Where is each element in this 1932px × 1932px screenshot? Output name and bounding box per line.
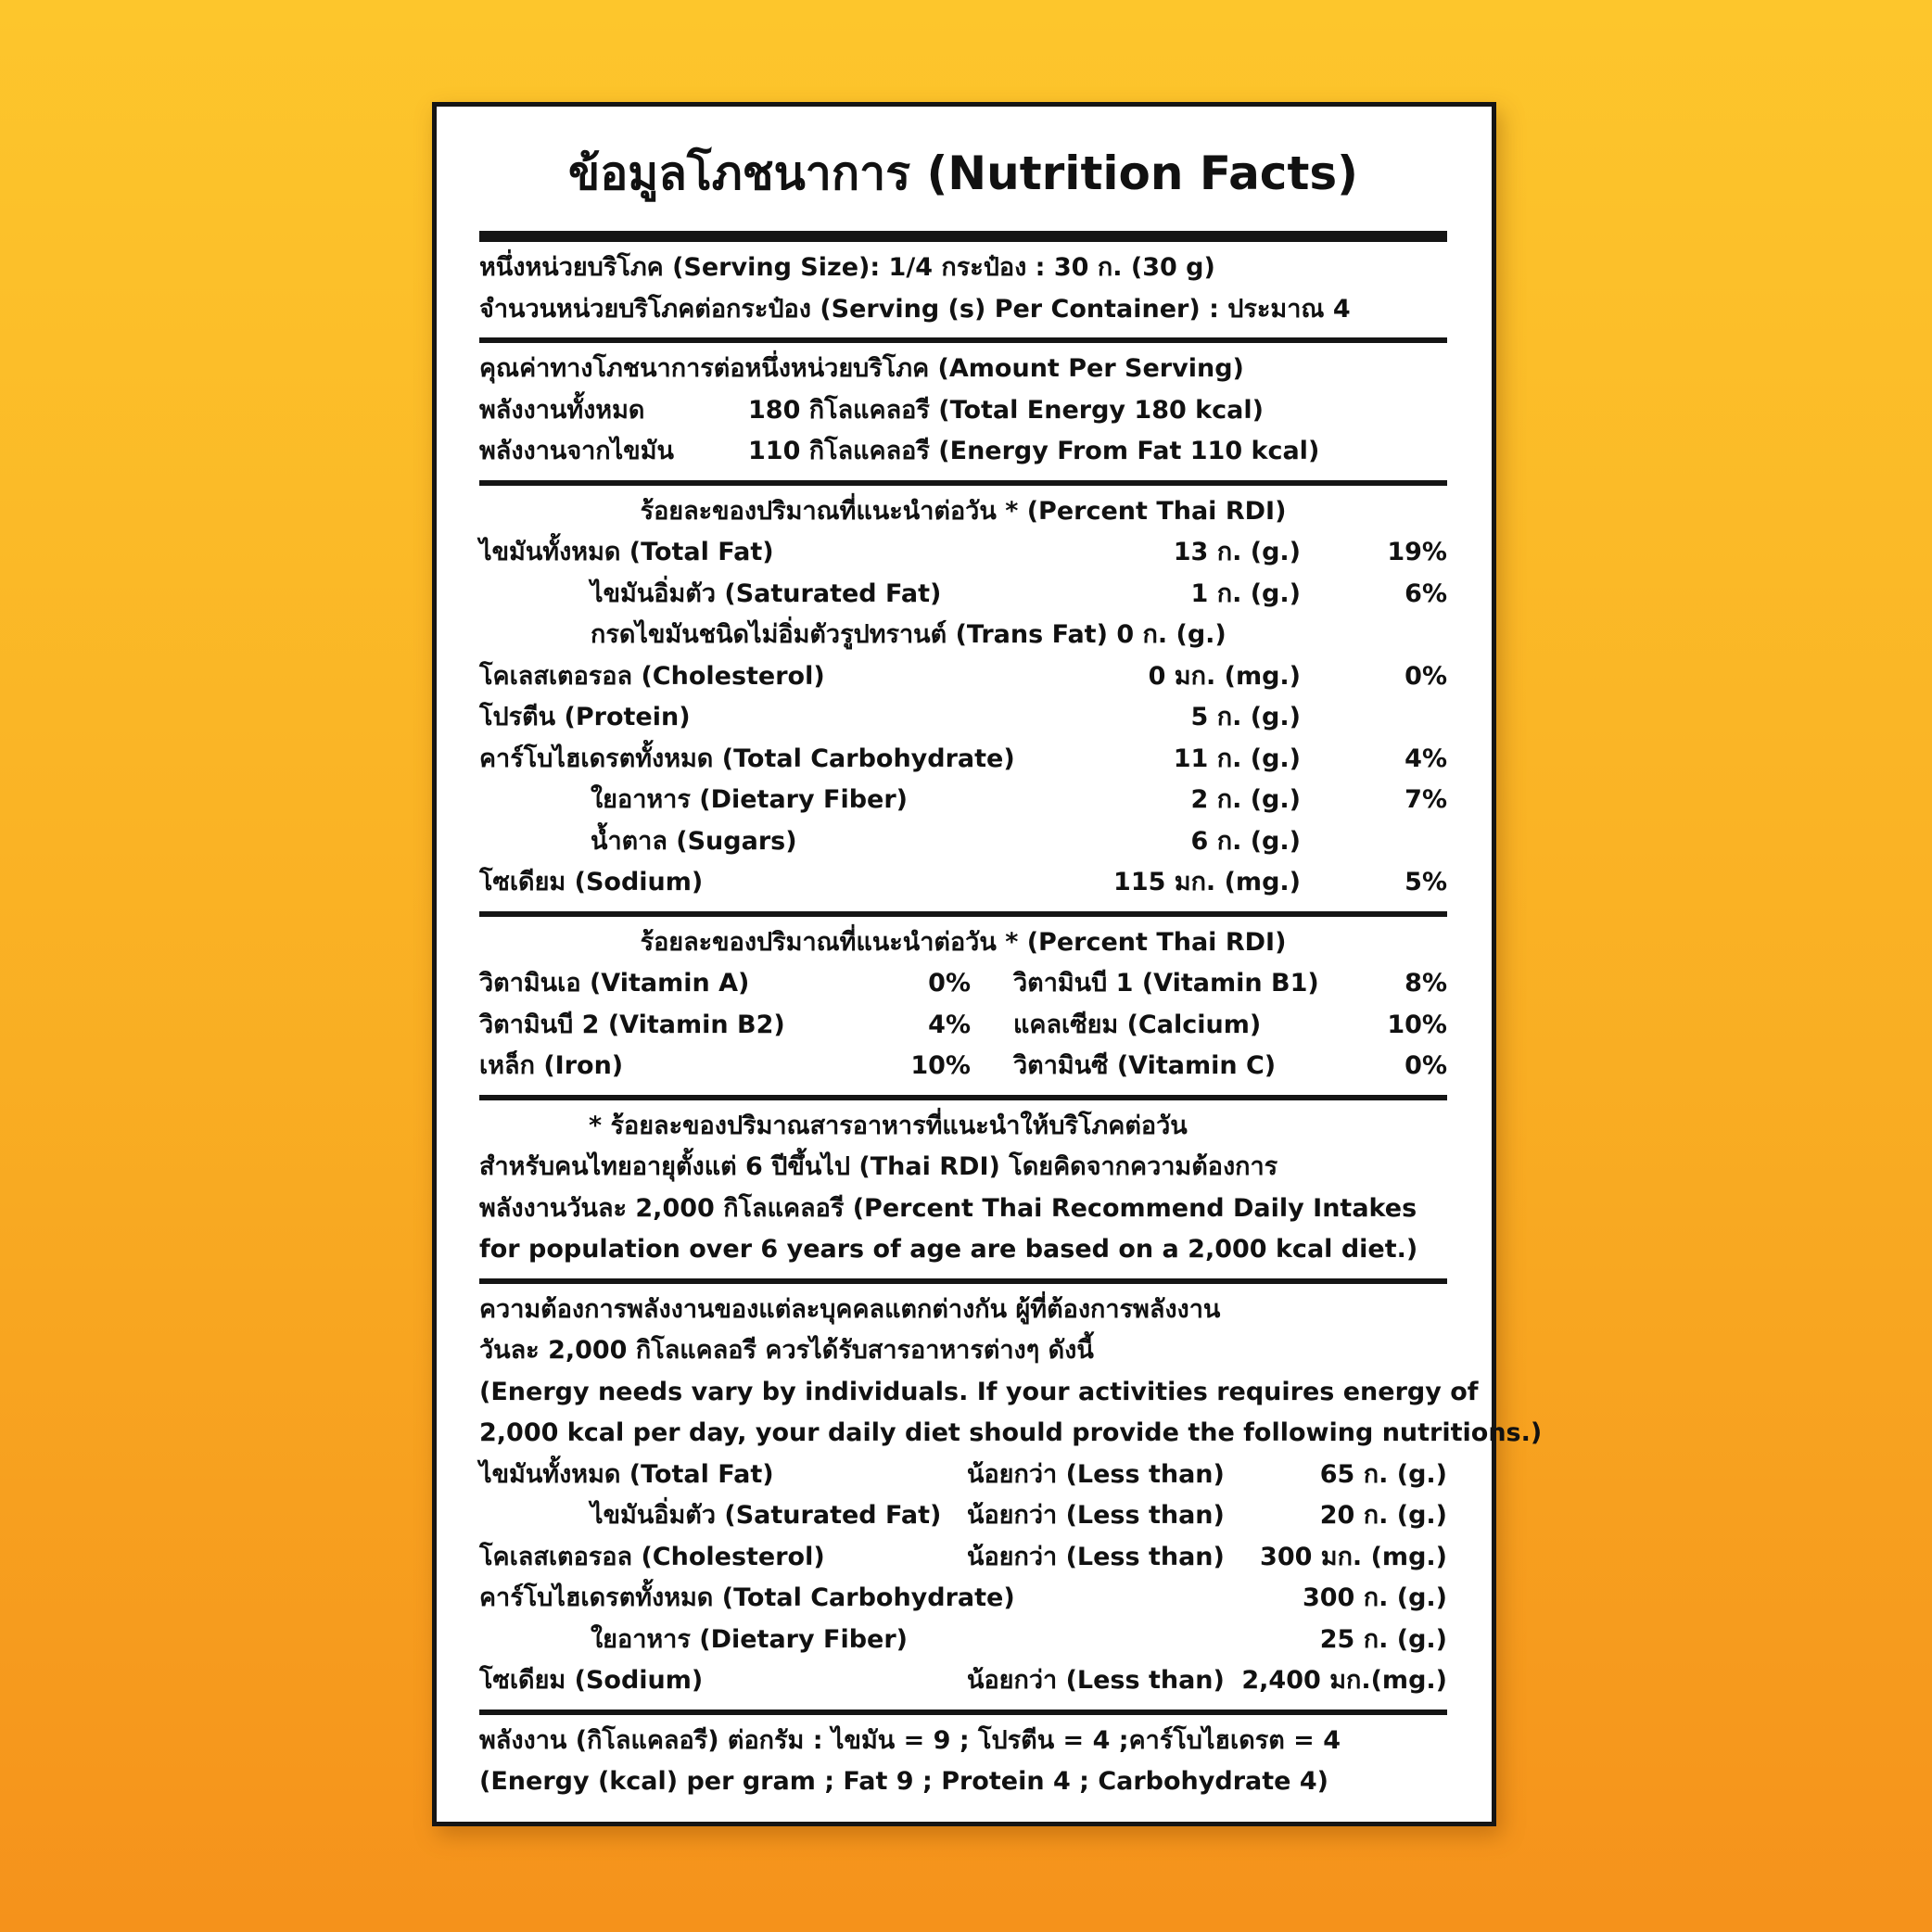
daily-line-1: ความต้องการพลังงานของแต่ละบุคคลแตกต่างกัน ผู้ที่ต้องการพลังงาน	[479, 1294, 1221, 1324]
vitamin-percent: 4%	[928, 1010, 971, 1039]
daily-amount: 300 ก. (g.)	[1302, 1583, 1447, 1612]
serving-section	[479, 242, 1447, 337]
rdi-amount: 6 ก. (g.)	[1190, 826, 1301, 856]
rdi-amount: 13 ก. (g.)	[1173, 538, 1301, 566]
vitamin-name: วิตามินซี (Vitamin C)	[1013, 1051, 1277, 1080]
daily-limit-row	[479, 1660, 1447, 1702]
daily-limit-row	[479, 1620, 1447, 1661]
daily-amount: 2,400 มก.(mg.)	[1241, 1666, 1447, 1695]
daily-nutrient-name: โคเลสเตอรอล (Cholesterol)	[479, 1542, 825, 1571]
amount-section	[479, 343, 1447, 480]
divider	[479, 231, 1447, 242]
vitamin-heading: ร้อยละของปริมาณที่แนะนำต่อวัน * (Percent Thai RDI)	[640, 927, 1287, 957]
rdi-row	[479, 739, 1447, 781]
vitamin-name: วิตามินบี 1 (Vitamin B1)	[1013, 969, 1319, 998]
daily-amount: 300 มก. (mg.)	[1260, 1542, 1447, 1571]
rdi-amount: 5 ก. (g.)	[1190, 703, 1301, 731]
rdi-row	[479, 697, 1447, 739]
daily-limit-row	[479, 1578, 1447, 1620]
total-energy-value: 180 กิโลแคลอรี (Total Energy 180 kcal)	[748, 395, 1264, 425]
total-energy-label: พลังงานทั้งหมด	[479, 395, 645, 425]
daily-nutrient-name: ไขมันอิ่มตัว (Saturated Fat)	[591, 1501, 942, 1530]
rdi-row	[479, 862, 1447, 904]
less-than-label: น้อยกว่า (Less than)	[967, 1666, 1225, 1695]
rdi-nutrient-name: ไขมันทั้งหมด (Total Fat)	[479, 538, 774, 566]
rdi-amount: 115 มก. (mg.)	[1113, 868, 1301, 896]
rdi-row	[479, 615, 1447, 656]
rdi-row	[479, 574, 1447, 616]
rdi-nutrient-name: คาร์โบไฮเดรตทั้งหมด (Total Carbohydrate)	[479, 744, 1015, 773]
rdi-percent: 7%	[1405, 785, 1447, 814]
rdi-percent: 6%	[1405, 578, 1447, 608]
rdi-percent: 5%	[1405, 868, 1447, 896]
daily-line-3: (Energy needs vary by individuals. If your activities requires energy of	[479, 1377, 1479, 1406]
vitamin-percent: 8%	[1405, 969, 1447, 998]
vitamin-percent: 10%	[910, 1051, 971, 1080]
rdi-percent: 4%	[1405, 744, 1447, 773]
footnote-line-1: * ร้อยละของปริมาณสารอาหารที่แนะนำให้บริโภคต่อวัน	[589, 1111, 1188, 1140]
rdi-nutrient-name: น้ำตาล (Sugars)	[591, 826, 797, 856]
daily-limit-row	[479, 1537, 1447, 1579]
rdi-heading: ร้อยละของปริมาณที่แนะนำต่อวัน * (Percent Thai RDI)	[640, 496, 1287, 526]
vitamin-row	[479, 1005, 1447, 1047]
rdi-nutrient-name: โปรตีน (Protein)	[479, 703, 691, 731]
energy-per-gram-thai: พลังงาน (กิโลแคลอรี) ต่อกรัม : ไขมัน = 9 ; โปรตีน = 4 ;คาร์โบไฮเดรต = 4	[479, 1725, 1341, 1755]
rdi-nutrient-name: โซเดียม (Sodium)	[479, 868, 704, 896]
daily-line-4: 2,000 kcal per day, your daily diet should provide the following nutritions.)	[479, 1418, 1543, 1447]
rdi-amount: 1 ก. (g.)	[1190, 578, 1301, 608]
serving-size: หนึ่งหน่วยบริโภค (Serving Size): 1/4 กระป๋อง : 30 ก. (30 g)	[479, 253, 1215, 282]
less-than-label: น้อยกว่า (Less than)	[967, 1501, 1225, 1530]
footnote-line-4: for population over 6 years of age are based on a 2,000 kcal diet.)	[479, 1235, 1418, 1264]
vitamin-rows	[479, 963, 1447, 1087]
daily-amount: 65 ก. (g.)	[1319, 1459, 1447, 1489]
daily-needs-section	[479, 1284, 1543, 1710]
rdi-percent: 0%	[1405, 661, 1447, 691]
rdi-row	[479, 780, 1447, 821]
fat-energy-row	[479, 431, 1447, 473]
fat-energy-value: 110 กิโลแคลอรี (Energy From Fat 110 kcal)	[748, 437, 1320, 465]
energy-per-gram-english: (Energy (kcal) per gram ; Fat 9 ; Protein 4 ; Carbohydrate 4)	[479, 1767, 1328, 1796]
servings-per-container: จำนวนหน่วยบริโภคต่อกระป๋อง (Serving (s) Per Container) : ประมาณ 4	[479, 294, 1351, 324]
rdi-rows	[479, 532, 1447, 904]
rdi-row	[479, 821, 1447, 863]
rdi-amount: 0 มก. (mg.)	[1148, 661, 1301, 691]
total-energy-row	[479, 390, 1447, 432]
daily-limit-row	[479, 1455, 1447, 1496]
rdi-percent: 19%	[1387, 538, 1447, 566]
footnote-section	[479, 1100, 1447, 1278]
vitamin-row	[479, 963, 1447, 1005]
vitamin-percent: 0%	[1405, 1051, 1447, 1080]
amount-heading: คุณค่าทางโภชนาการต่อหนึ่งหน่วยบริโภค (Amount Per Serving)	[479, 354, 1244, 383]
daily-amount: 25 ก. (g.)	[1319, 1624, 1447, 1654]
rdi-row	[479, 656, 1447, 698]
label-title: ข้อมูลโภชนาการ (Nutrition Facts)	[568, 146, 1358, 200]
vitamin-name: วิตามินเอ (Vitamin A)	[479, 969, 750, 998]
footnote-line-2: สำหรับคนไทยอายุตั้งแต่ 6 ปีขึ้นไป (Thai RDI) โดยคิดจากความต้องการ	[479, 1152, 1278, 1181]
daily-nutrient-name: ไขมันทั้งหมด (Total Fat)	[479, 1459, 774, 1489]
daily-nutrient-name: โซเดียม (Sodium)	[479, 1666, 704, 1695]
rdi-nutrient-name: ไขมันอิ่มตัว (Saturated Fat)	[591, 578, 942, 608]
vitamin-row	[479, 1046, 1447, 1087]
vitamin-name: วิตามินบี 2 (Vitamin B2)	[479, 1010, 785, 1039]
vitamin-section	[479, 917, 1447, 1095]
rdi-row	[479, 532, 1447, 574]
nutrition-facts-panel	[432, 102, 1543, 1826]
less-than-label: น้อยกว่า (Less than)	[967, 1459, 1225, 1489]
less-than-label: น้อยกว่า (Less than)	[967, 1542, 1225, 1571]
rdi-nutrient-name: กรดไขมันชนิดไม่อิ่มตัวรูปทรานต์ (Trans Fat) 0 ก. (g.)	[591, 620, 1227, 649]
daily-amount: 20 ก. (g.)	[1319, 1501, 1447, 1530]
rdi-section	[479, 486, 1447, 911]
daily-line-2: วันละ 2,000 กิโลแคลอรี ควรได้รับสารอาหารต่างๆ ดังนี้	[479, 1336, 1094, 1365]
daily-nutrient-name: คาร์โบไฮเดรตทั้งหมด (Total Carbohydrate)	[479, 1583, 1015, 1612]
daily-nutrient-name: ใยอาหาร (Dietary Fiber)	[591, 1624, 908, 1654]
rdi-amount: 11 ก. (g.)	[1173, 744, 1301, 773]
daily-rows	[479, 1455, 1447, 1702]
vitamin-percent: 0%	[928, 969, 971, 998]
rdi-nutrient-name: โคเลสเตอรอล (Cholesterol)	[479, 661, 825, 691]
fat-energy-label: พลังงานจากไขมัน	[479, 437, 674, 465]
daily-limit-row	[479, 1495, 1447, 1537]
footnote-line-3: พลังงานวันละ 2,000 กิโลแคลอรี (Percent Thai Recommend Daily Intakes	[479, 1193, 1417, 1223]
rdi-amount: 2 ก. (g.)	[1190, 785, 1301, 814]
vitamin-percent: 10%	[1387, 1010, 1447, 1039]
rdi-nutrient-name: ใยอาหาร (Dietary Fiber)	[591, 785, 908, 814]
vitamin-name: เหล็ก (Iron)	[479, 1051, 624, 1080]
energy-per-gram-section	[479, 1715, 1447, 1811]
vitamin-name: แคลเซียม (Calcium)	[1013, 1010, 1262, 1039]
